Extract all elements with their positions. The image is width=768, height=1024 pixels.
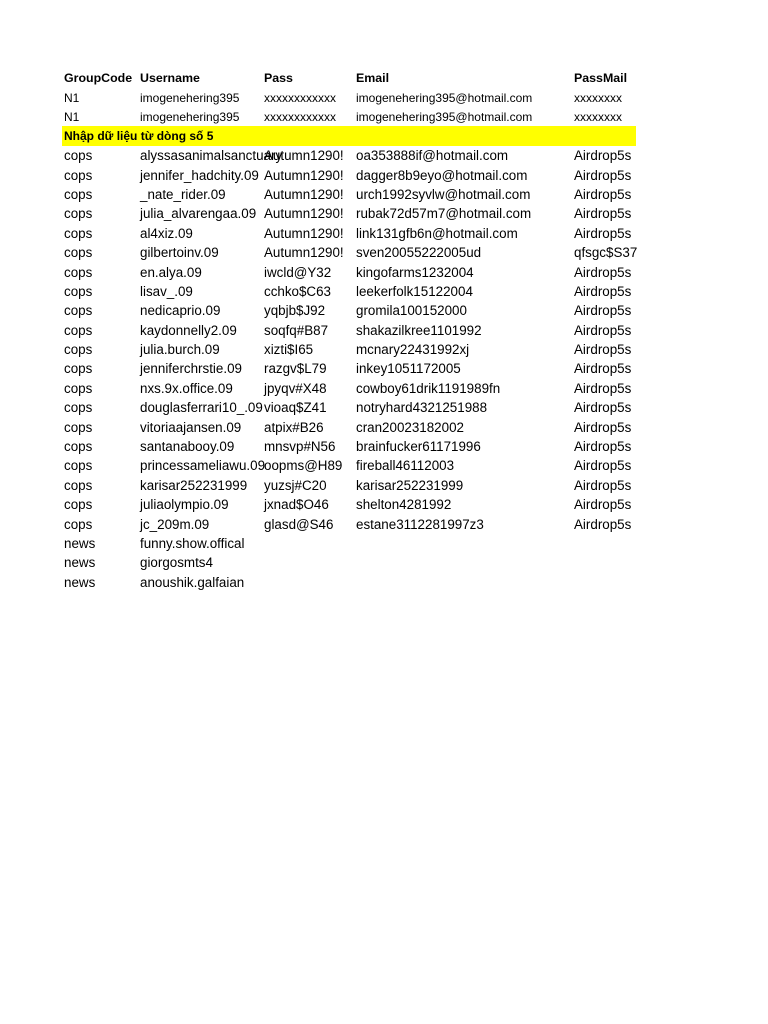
table-cell[interactable]: cops <box>64 361 93 377</box>
table-row <box>62 398 636 417</box>
table-cell[interactable]: Airdrop5s <box>574 458 632 474</box>
table-cell[interactable]: Airdrop5s <box>574 148 632 164</box>
table-cell[interactable]: princessameliawu.09 <box>140 458 266 474</box>
table-row <box>62 301 636 320</box>
table-cell[interactable]: mnsvp#N56 <box>264 439 336 455</box>
table-row <box>62 553 636 572</box>
table-cell[interactable]: Airdrop5s <box>574 400 632 416</box>
header-cell[interactable]: Pass <box>264 71 293 85</box>
table-cell[interactable]: cops <box>64 516 93 532</box>
table-cell[interactable]: cops <box>64 458 93 474</box>
table-cell[interactable]: _nate_rider.09 <box>140 186 226 202</box>
table-cell[interactable]: Airdrop5s <box>574 167 632 183</box>
table-cell[interactable]: Airdrop5s <box>574 477 632 493</box>
table-cell[interactable]: imogenehering395@hotmail.com <box>356 90 533 105</box>
table-cell[interactable]: N1 <box>64 109 80 124</box>
table-cell[interactable]: giorgosmts4 <box>140 555 213 571</box>
table-cell[interactable]: juliaolympio.09 <box>140 497 229 513</box>
table-cell[interactable]: alyssasanimalsanctuary <box>140 148 283 164</box>
table-cell[interactable]: Airdrop5s <box>574 497 632 513</box>
table-cell[interactable]: karisar252231999 <box>356 477 464 493</box>
table-cell[interactable]: news <box>64 574 96 590</box>
table-cell[interactable]: leekerfolk15122004 <box>356 283 473 299</box>
table-cell[interactable]: cops <box>64 380 93 396</box>
table-cell[interactable]: Autumn1290! <box>264 206 344 222</box>
table-cell[interactable]: cops <box>64 167 93 183</box>
table-cell[interactable]: rubak72d57m7@hotmail.com <box>356 206 532 222</box>
table-cell[interactable]: news <box>64 555 96 571</box>
instruction-row <box>62 126 636 146</box>
table-cell[interactable]: mcnary22431992xj <box>356 342 470 358</box>
table-cell[interactable] <box>574 573 636 592</box>
table-cell[interactable]: Autumn1290! <box>264 245 344 261</box>
table-cell[interactable]: notryhard4321251988 <box>356 400 488 416</box>
table-cell[interactable]: cops <box>64 148 93 164</box>
table-row <box>62 417 636 436</box>
table-cell[interactable] <box>356 553 572 572</box>
table-cell[interactable]: news <box>64 536 96 551</box>
table-cell[interactable]: urch1992syvlw@hotmail.com <box>356 186 531 202</box>
table-cell[interactable]: Airdrop5s <box>574 264 632 280</box>
table-cell[interactable]: glasd@S46 <box>264 516 334 532</box>
table-cell[interactable]: brainfucker61171996 <box>356 439 481 455</box>
table-cell[interactable]: Airdrop5s <box>574 342 632 358</box>
table-row <box>62 534 636 553</box>
table-cell[interactable]: iwcld@Y32 <box>264 264 332 280</box>
table-cell[interactable]: Airdrop5s <box>574 380 632 396</box>
table-cell[interactable]: fireball46112003 <box>356 458 455 474</box>
table-cell[interactable]: yqbjb$J92 <box>264 303 326 319</box>
table-cell[interactable]: Airdrop5s <box>574 516 632 532</box>
table-row <box>62 321 636 340</box>
table-cell[interactable]: Airdrop5s <box>574 419 632 435</box>
table-cell[interactable]: vitoriaajansen.09 <box>140 419 242 435</box>
table-cell[interactable]: xxxxxxxxxxxx <box>264 109 336 124</box>
table-cell[interactable]: Airdrop5s <box>574 322 632 338</box>
table-cell[interactable]: lisav_.09 <box>140 283 193 299</box>
table-cell[interactable]: Airdrop5s <box>574 186 632 202</box>
table-cell[interactable]: jc_209m.09 <box>140 516 210 532</box>
table-row <box>62 165 636 184</box>
table-cell[interactable]: Airdrop5s <box>574 283 632 299</box>
table-cell[interactable]: cops <box>64 477 93 493</box>
table-cell[interactable]: xizti$I65 <box>264 342 314 358</box>
table-cell[interactable]: al4xiz.09 <box>140 225 193 241</box>
table-row <box>62 88 636 107</box>
table-row <box>62 185 636 204</box>
table-cell[interactable]: anoushik.galfaian <box>140 574 245 590</box>
table-cell[interactable] <box>574 534 636 553</box>
table-cell[interactable]: cops <box>64 497 93 513</box>
table-cell[interactable]: cops <box>64 303 93 319</box>
table-row <box>62 514 636 533</box>
table-row <box>62 243 636 262</box>
table-row <box>62 437 636 456</box>
table-cell[interactable]: cops <box>64 342 93 358</box>
table-row <box>62 573 636 592</box>
table-cell[interactable]: xxxxxxxx <box>574 109 622 124</box>
table-cell[interactable]: cops <box>64 439 93 455</box>
table-cell[interactable]: oa353888if@hotmail.com <box>356 148 509 164</box>
table-cell[interactable]: cops <box>64 400 93 416</box>
header-cell[interactable]: Email <box>356 71 390 85</box>
table-cell[interactable] <box>264 553 354 572</box>
table-cell[interactable]: N1 <box>64 90 80 105</box>
table-cell[interactable] <box>356 534 572 553</box>
table-row <box>62 340 636 359</box>
table-cell[interactable]: sven20055222005ud <box>356 245 482 261</box>
table-cell[interactable]: Autumn1290! <box>264 167 344 183</box>
spreadsheet <box>62 68 636 592</box>
table-cell[interactable] <box>574 553 636 572</box>
table-row <box>62 282 636 301</box>
table-cell[interactable] <box>356 573 572 592</box>
header-cell[interactable]: Username <box>140 71 200 85</box>
table-cell[interactable]: cops <box>64 186 93 202</box>
table-cell[interactable]: vioaq$Z41 <box>264 400 327 416</box>
header-row <box>62 68 636 88</box>
table-cell[interactable]: cops <box>64 322 93 338</box>
table-cell[interactable]: razgv$L79 <box>264 361 327 377</box>
table-cell[interactable]: jpyqv#X48 <box>264 380 327 396</box>
table-cell[interactable]: soqfq#B87 <box>264 322 329 338</box>
table-row <box>62 495 636 514</box>
table-cell[interactable]: Airdrop5s <box>574 206 632 222</box>
table-cell[interactable]: cops <box>64 419 93 435</box>
table-cell[interactable]: xxxxxxxx <box>574 90 622 105</box>
table-cell[interactable]: cops <box>64 206 93 222</box>
table-cell[interactable]: cchko$C63 <box>264 283 331 299</box>
table-cell[interactable]: cran20023182002 <box>356 419 464 435</box>
header-cell[interactable]: PassMail <box>574 71 628 85</box>
table-cell[interactable]: cops <box>64 283 93 299</box>
table-cell[interactable]: santanabooy.09 <box>140 439 235 455</box>
table-cell[interactable]: qfsgc$S37 <box>574 245 638 261</box>
table-row <box>62 107 636 126</box>
table-cell[interactable]: cowboy61drik1191989fn <box>356 380 501 396</box>
table-cell[interactable]: estane3112281997z3 <box>356 516 484 532</box>
table-cell[interactable]: Autumn1290! <box>264 186 344 202</box>
table-row <box>62 456 636 475</box>
table-row <box>62 146 636 165</box>
table-cell[interactable]: en.alya.09 <box>140 264 202 280</box>
table-row <box>62 224 636 243</box>
table-cell[interactable]: cops <box>64 264 93 280</box>
table-cell[interactable]: jxnad$O46 <box>264 497 329 513</box>
table-cell[interactable]: jennifer_hadchity.09 <box>140 167 259 183</box>
table-cell[interactable]: funny.show.offical <box>140 536 245 551</box>
table-cell[interactable]: Autumn1290! <box>264 225 344 241</box>
table-cell[interactable]: cops <box>64 225 93 241</box>
table-cell[interactable]: oopms@H89 <box>264 458 343 474</box>
table-row <box>62 262 636 281</box>
table-cell[interactable]: nedicaprio.09 <box>140 303 221 319</box>
table-cell[interactable]: inkey1051172005 <box>356 361 461 377</box>
table-row <box>62 476 636 495</box>
table-cell[interactable] <box>264 573 354 592</box>
table-row <box>62 379 636 398</box>
table-cell[interactable] <box>264 534 354 553</box>
table-row <box>62 204 636 223</box>
table-cell[interactable]: cops <box>64 245 93 261</box>
table-cell[interactable]: Airdrop5s <box>574 225 632 241</box>
table-cell[interactable]: imogenehering395 <box>140 109 240 124</box>
instruction-note[interactable]: Nhập dữ liệu từ dòng số 5 <box>64 129 214 143</box>
table-cell[interactable]: gilbertoinv.09 <box>140 245 219 261</box>
table-cell[interactable]: dagger8b9eyo@hotmail.com <box>356 167 528 183</box>
table-cell[interactable]: kingofarms1232004 <box>356 264 474 280</box>
table-cell[interactable]: karisar252231999 <box>140 477 248 493</box>
table-cell[interactable]: shakazilkree1101992 <box>356 322 482 338</box>
table-cell[interactable]: Autumn1290! <box>264 148 344 164</box>
table-cell[interactable]: gromila100152000 <box>356 303 467 319</box>
table-cell[interactable]: julia.burch.09 <box>140 342 220 358</box>
table-cell[interactable]: shelton4281992 <box>356 497 452 513</box>
table-cell[interactable]: Airdrop5s <box>574 439 632 455</box>
table-row <box>62 359 636 378</box>
table-cell[interactable]: julia_alvarengaa.09 <box>140 206 257 222</box>
table-cell[interactable]: imogenehering395@hotmail.com <box>356 109 533 124</box>
header-cell[interactable]: GroupCode <box>64 71 133 85</box>
table-cell[interactable]: nxs.9x.office.09 <box>140 380 233 396</box>
table-cell[interactable]: yuzsj#C20 <box>264 477 327 493</box>
table-cell[interactable]: link131gfb6n@hotmail.com <box>356 225 518 241</box>
table-cell[interactable]: xxxxxxxxxxxx <box>264 90 336 105</box>
table-cell[interactable]: douglasferrari10_.09 <box>140 400 263 416</box>
table-cell[interactable]: Airdrop5s <box>574 361 632 377</box>
table-cell[interactable]: jenniferchrstie.09 <box>140 361 242 377</box>
table-cell[interactable]: Airdrop5s <box>574 303 632 319</box>
table-cell[interactable]: atpix#B26 <box>264 419 324 435</box>
table-cell[interactable]: kaydonnelly2.09 <box>140 322 237 338</box>
table-cell[interactable]: imogenehering395 <box>140 90 240 105</box>
